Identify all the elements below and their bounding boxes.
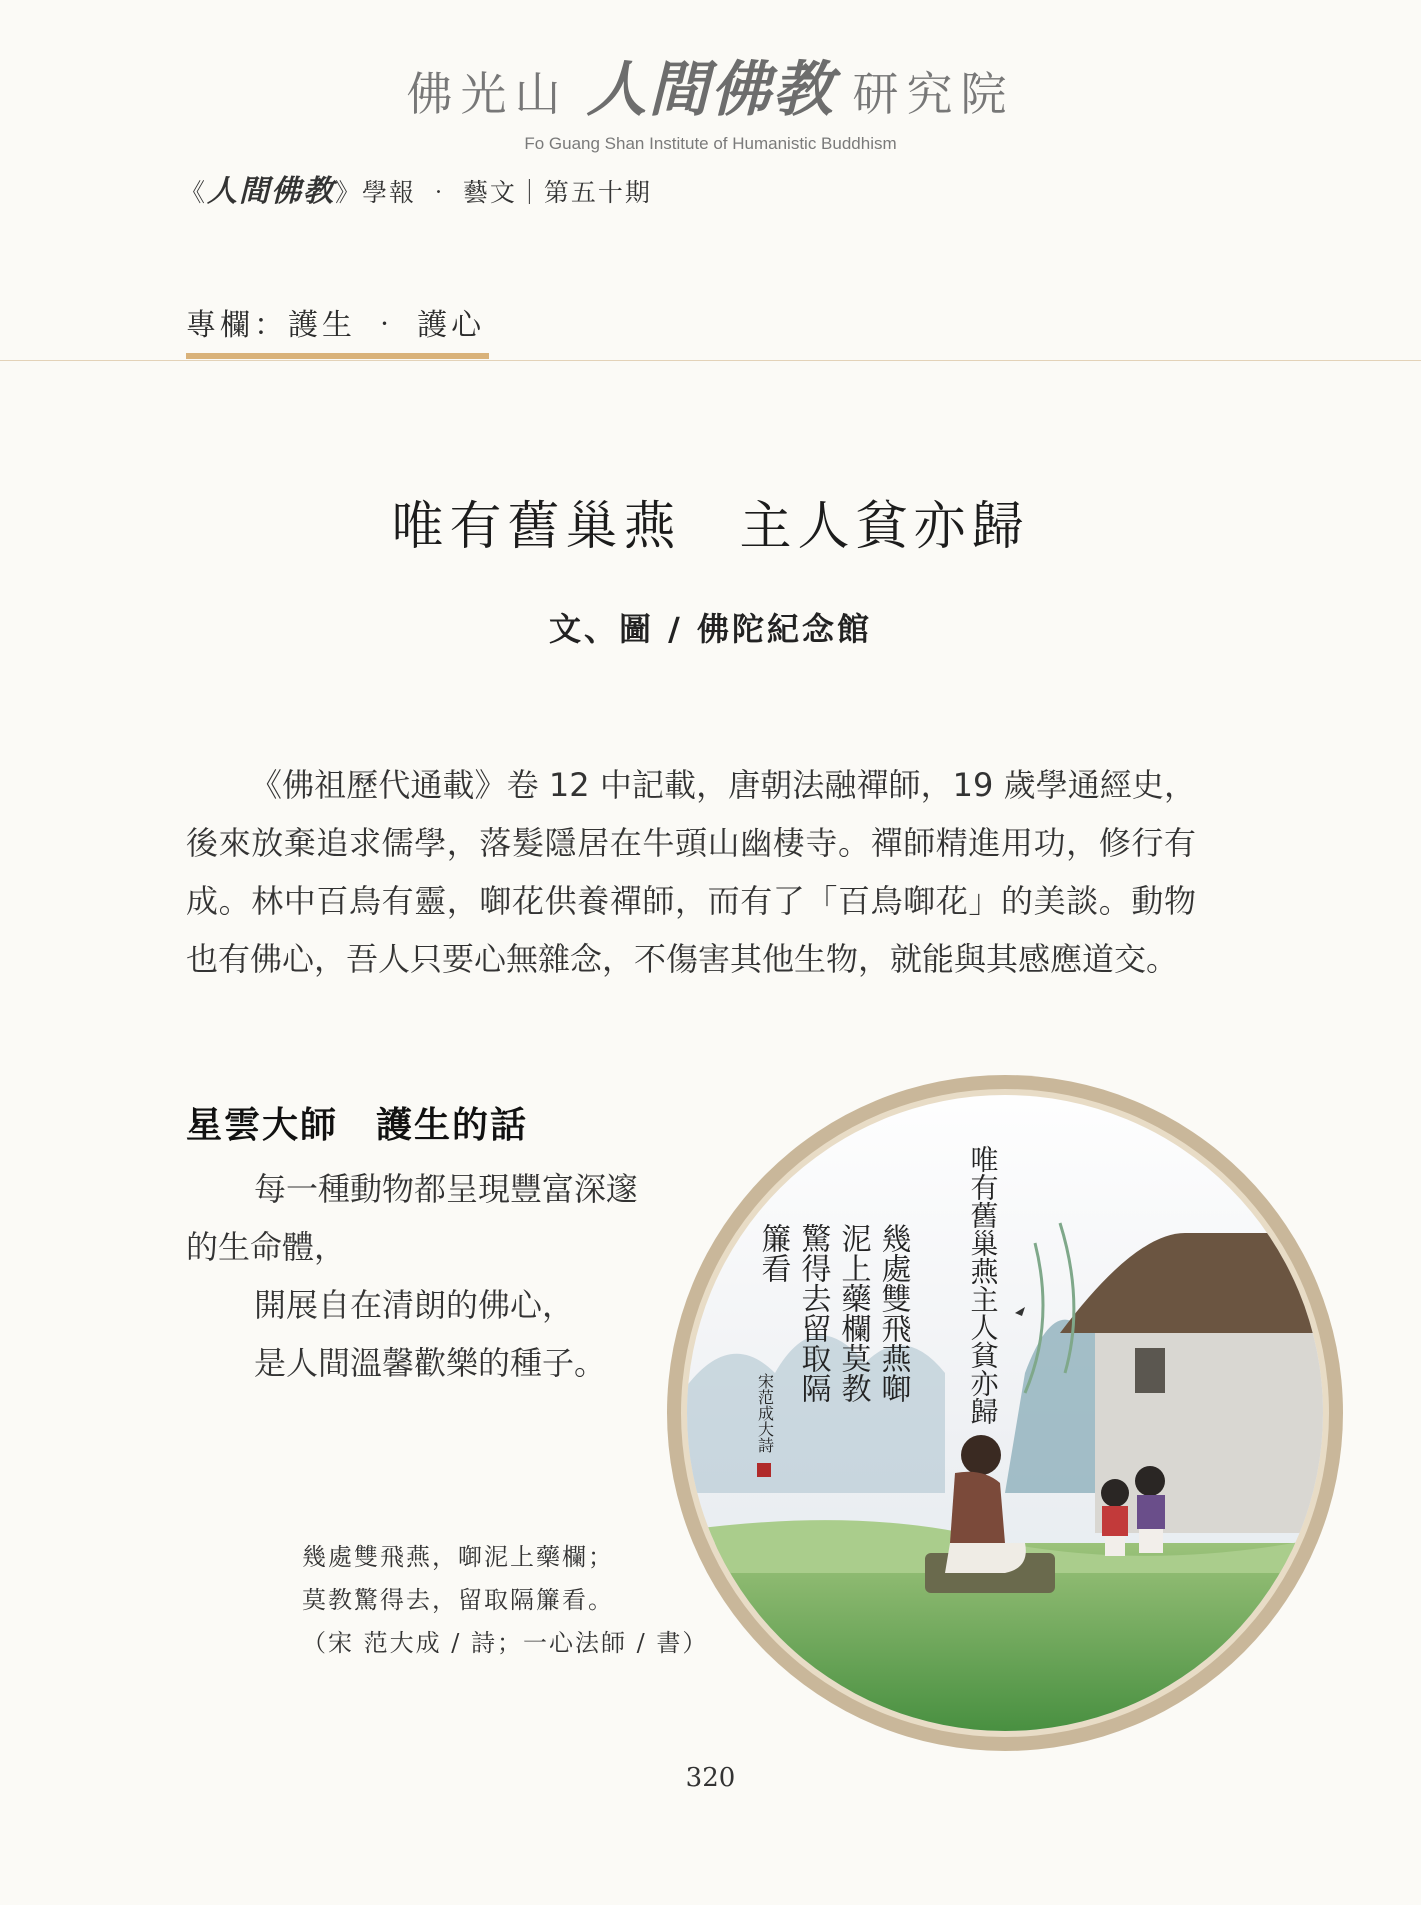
calligraphy-column: 幾處雙飛燕啣 — [875, 1223, 911, 1403]
journal-issue: 學報 ‧ 藝文｜第五十期 — [362, 178, 652, 207]
article-title: 唯有舊巢燕 主人貧亦歸 — [391, 497, 1030, 557]
logo-left-text: 佛光山 — [406, 67, 569, 121]
poem-line: 幾處雙飛燕，啣泥上藥欄； — [302, 1543, 614, 1571]
painted-plate-image — [665, 1073, 1345, 1753]
poem-line: 莫教驚得去，留取隔簾看。 — [302, 1586, 614, 1614]
column-label: 專欄：護生 ‧ 護心 — [186, 308, 486, 343]
column-underline — [186, 353, 489, 359]
article-body: 《佛祖歷代通載》卷 12 中記載，唐朝法融禪師，19 歲學通經史，後來放棄追求儒學，落髮隱居在牛頭山幽棲寺。禪師精進用功，修行有成。林中百鳥有靈，啣花供養禪師，而有了「百鳥啣花」的美談。動物也有佛心，吾人只要心無雜念，不傷害其他生物，就能與其感應道交。 — [186, 766, 1196, 978]
poem-credit: （宋 范大成 / 詩；一心法師 / 書） — [302, 1629, 709, 1657]
institute-logo — [0, 42, 1421, 154]
logo-center-text: 人間佛教 — [586, 55, 835, 125]
header-divider — [0, 360, 1421, 361]
calligraphy-signature: 宋范成大詩 — [755, 1373, 775, 1453]
article-byline: 文、圖 / 佛陀紀念館 — [549, 610, 872, 648]
seal-stamp — [757, 1463, 771, 1477]
calligraphy-column: 泥上藥欄莫教 — [835, 1223, 871, 1403]
journal-header: 《人間佛教》學報 ‧ 藝文｜第五十期 — [180, 174, 652, 209]
quote-block — [186, 1160, 706, 1392]
quote-line: 的生命體， — [186, 1228, 347, 1266]
quote-line: 是人間溫馨歡樂的種子。 — [254, 1344, 607, 1382]
logo-right-text: 研究院 — [852, 67, 1015, 121]
calligraphy-column: 簾看 — [755, 1223, 791, 1283]
calligraphy-column: 驚得去留取隔 — [795, 1223, 831, 1403]
page-number: 320 — [685, 1763, 736, 1793]
quote-line: 每一種動物都呈現豐富深邃 — [254, 1170, 639, 1208]
poem-caption — [302, 1536, 708, 1665]
logo-english-text: Fo Guang Shan Institute of Humanistic Buddhism — [524, 134, 897, 153]
quote-line: 開展自在清朗的佛心， — [254, 1286, 575, 1324]
plate-inscription-title: 唯有舊巢燕主人貧亦歸 — [966, 1145, 1000, 1425]
quote-title: 星雲大師 護生的話 — [186, 1104, 529, 1146]
journal-name: 人間佛教 — [207, 174, 336, 209]
